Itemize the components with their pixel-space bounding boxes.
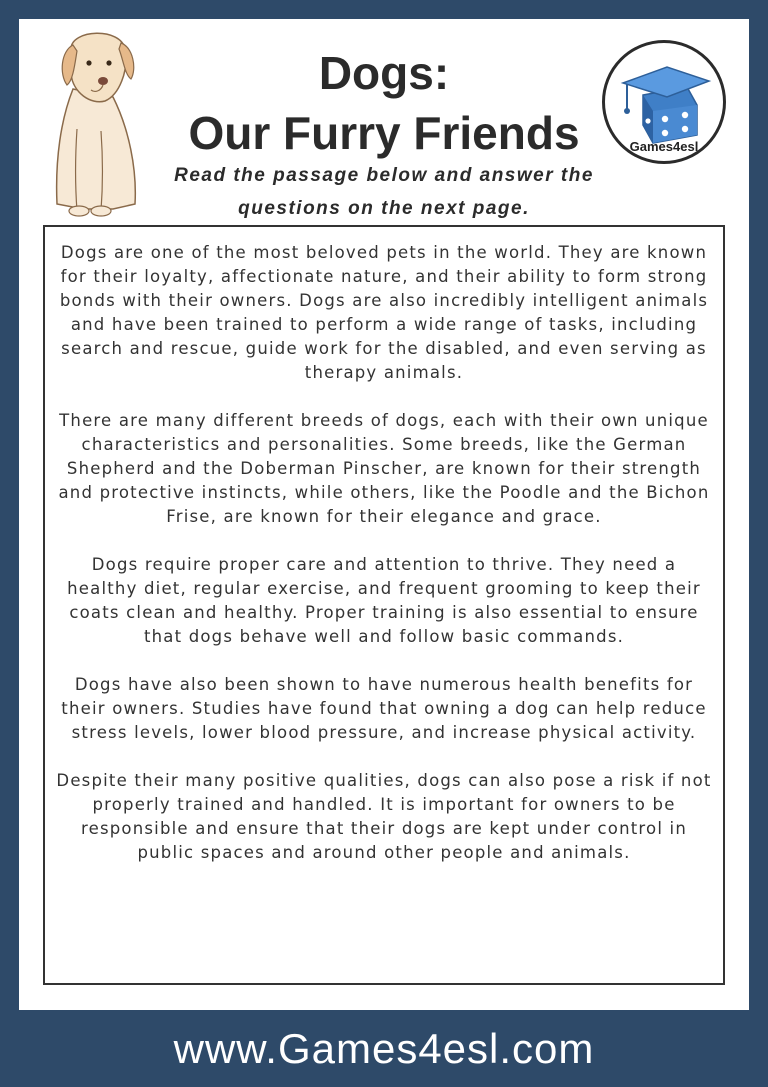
passage-paragraph: Dogs require proper care and attention to thrive. They need a healthy diet, regular exercise, and frequent grooming to keep their coats clean and healthy. Proper training is also essential to ensure that dogs behave well and follow basic commands.	[67, 555, 701, 646]
title-line-2: Our Furry Friends	[188, 107, 580, 159]
games4esl-logo	[602, 40, 726, 164]
passage-paragraph: Despite their many positive qualities, dogs can also pose a risk if not properly trained and handled. It is important for owners to be responsible and ensure that their dogs are kept under control in public spaces and around other people and animals.	[56, 771, 712, 862]
passage-paragraph: Dogs have also been shown to have numerous health benefits for their owners. Studies have found that owning a dog can help reduce stress levels, lower blood pressure, and increase physical activity.	[61, 675, 707, 742]
reading-passage	[43, 225, 725, 985]
sitting-dog-icon	[43, 19, 143, 219]
instructions-text: Read the passage below and answer the questions on the next page.	[174, 165, 594, 219]
footer-url[interactable]: www.Games4esl.com	[173, 1025, 595, 1072]
page-title	[149, 43, 619, 163]
passage-paragraph: Dogs are one of the most beloved pets in the world. They are known for their loyalty, affectionate nature, and their ability to form strong bonds with their owners. Dogs are also incredibly intelligent animals and have been trained to perform a wide range of tasks, including search and rescue, guide work for the disabled, and even serving as therapy animals.	[59, 243, 709, 382]
passage-paragraph: There are many different breeds of dogs, each with their own unique characteristics and personalities. Some breeds, like the German Shepherd and the Doberman Pinscher, are known for their strength and protective instincts, while others, like the Poodle and the Bichon Frise, are known for their elegance and grace.	[58, 411, 710, 526]
title-line-1: Dogs:	[318, 47, 450, 99]
logo-text: Games4esl	[629, 139, 699, 154]
worksheet-page	[19, 19, 749, 1010]
